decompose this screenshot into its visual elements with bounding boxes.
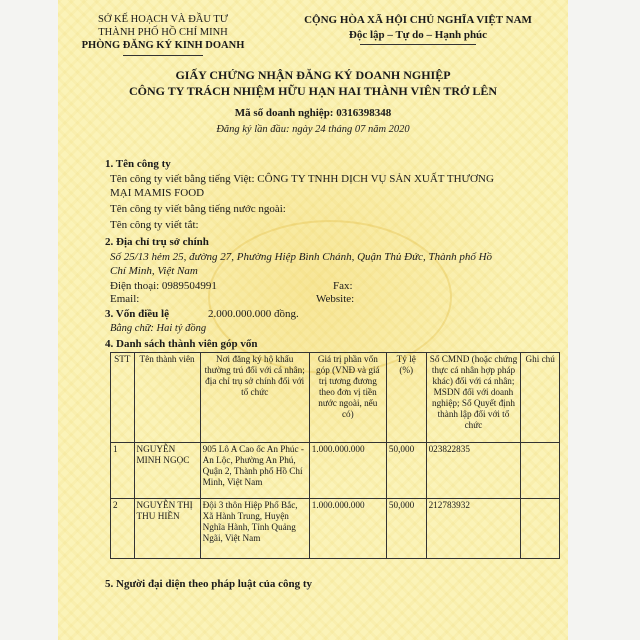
row2-name: NGUYỄN THỊ THU HIỀN bbox=[134, 499, 200, 559]
col-member-name: Tên thành viên bbox=[134, 353, 200, 443]
row2-capital: 1.000.000.000 bbox=[309, 499, 386, 559]
col-stt: STT bbox=[111, 353, 135, 443]
row1-capital: 1.000.000.000 bbox=[309, 443, 386, 499]
issuer-city: THÀNH PHỐ HỒ CHÍ MINH bbox=[98, 27, 228, 38]
row1-address: 905 Lô A Cao ốc An Phúc - An Lộc, Phường An Phú, Quận 2, Thành phố Hồ Chí Minh, Việt Nam bbox=[200, 443, 309, 499]
section3-heading: 3. Vốn điều lệ bbox=[105, 308, 169, 320]
table-row bbox=[111, 499, 560, 559]
section1-heading: 1. Tên công ty bbox=[105, 158, 171, 170]
email: Email: bbox=[110, 293, 140, 305]
table-row bbox=[111, 443, 560, 499]
row1-id-number: 023822835 bbox=[426, 443, 521, 499]
table-header-row bbox=[111, 353, 560, 443]
website: Website: bbox=[316, 293, 355, 305]
members-table bbox=[110, 352, 560, 559]
registration-date: Đăng ký lần đầu: ngày 24 tháng 07 năm 2020 bbox=[216, 124, 410, 135]
header-left-underline bbox=[123, 55, 203, 56]
company-name-vn-line1: Tên công ty viết bằng tiếng Việt: CÔNG TY TNHH DỊCH VỤ SẢN XUẤT THƯƠNG bbox=[110, 173, 494, 185]
company-name-vn-line2: MẠI MAMIS FOOD bbox=[110, 187, 205, 199]
row2-address: Đội 3 thôn Hiệp Phổ Bắc, Xã Hành Trung, Huyện Nghĩa Hành, Tỉnh Quảng Ngãi, Việt Nam bbox=[200, 499, 309, 559]
header-right-underline bbox=[360, 44, 476, 45]
nation-name: CỘNG HÒA XÃ HỘI CHỦ NGHĨA VIỆT NAM bbox=[304, 14, 532, 26]
address-line2: Chí Minh, Việt Nam bbox=[110, 265, 198, 277]
tax-code: Mã số doanh nghiệp: 0316398348 bbox=[234, 107, 392, 119]
fax: Fax: bbox=[333, 280, 353, 292]
row1-stt: 1 bbox=[111, 443, 135, 499]
company-name-short: Tên công ty viết tắt: bbox=[110, 219, 199, 231]
certificate-page bbox=[58, 0, 568, 640]
row1-note bbox=[521, 443, 560, 499]
col-address: Nơi đăng ký hộ khẩu thường trú đối với cá nhân; địa chỉ trụ sở chính đối với tổ chức bbox=[200, 353, 309, 443]
company-type: CÔNG TY TRÁCH NHIỆM HỮU HẠN HAI THÀNH VIÊN TRỞ LÊN bbox=[128, 84, 498, 98]
capital-in-words: Bằng chữ: Hai tỷ đồng bbox=[110, 323, 207, 334]
issuer-department: SỞ KẾ HOẠCH VÀ ĐẦU TƯ bbox=[98, 14, 228, 25]
row2-id-number: 212783932 bbox=[426, 499, 521, 559]
issuer-office: PHÒNG ĐĂNG KÝ KINH DOANH bbox=[81, 40, 245, 51]
row1-name: NGUYỄN MINH NGỌC bbox=[134, 443, 200, 499]
col-id-number: Số CMND (hoặc chứng thực cá nhân hợp pháp khác) đối với cá nhân; MSDN đối với doanh nghiệp; Số Quyết định thành lập đối với tổ chức bbox=[426, 353, 521, 443]
company-name-foreign: Tên công ty viết bằng tiếng nước ngoài: bbox=[110, 203, 286, 215]
address-line1: Số 25/13 hẻm 25, đường 27, Phường Hiệp Bình Chánh, Quận Thủ Đức, Thành phố Hồ bbox=[110, 251, 493, 263]
charter-capital: 2.000.000.000 đồng. bbox=[208, 308, 299, 320]
col-ratio: Tỷ lệ (%) bbox=[386, 353, 426, 443]
col-note: Ghi chú bbox=[521, 353, 560, 443]
section2-heading: 2. Địa chỉ trụ sở chính bbox=[105, 236, 209, 248]
section5-heading: 5. Người đại diện theo pháp luật của công ty bbox=[105, 578, 313, 590]
certificate-title: GIẤY CHỨNG NHẬN ĐĂNG KÝ DOANH NGHIỆP bbox=[175, 68, 451, 82]
row2-note bbox=[521, 499, 560, 559]
phone: Điện thoại: 0989504991 bbox=[110, 280, 217, 292]
col-capital: Giá trị phần vốn góp (VNĐ và giá trị tương đương theo đơn vị tiền nước ngoài, nếu có) bbox=[309, 353, 386, 443]
nation-motto: Độc lập – Tự do – Hạnh phúc bbox=[348, 29, 488, 41]
row2-stt: 2 bbox=[111, 499, 135, 559]
row1-ratio: 50,000 bbox=[386, 443, 426, 499]
section4-heading: 4. Danh sách thành viên góp vốn bbox=[105, 338, 258, 350]
row2-ratio: 50,000 bbox=[386, 499, 426, 559]
